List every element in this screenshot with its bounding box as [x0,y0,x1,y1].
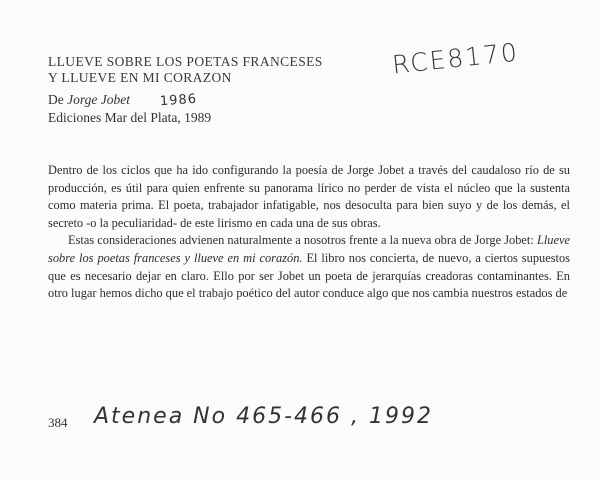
handwritten-source-note: Atenea No 465-466 , 1992 [94,404,433,429]
paragraph-2-start: Estas consideraciones advienen naturalmente a nosotros frente a la nueva obra de Jorge Jobet: [68,233,534,248]
title-line-2: Y LLUEVE EN MI CORAZON [48,70,232,85]
handwritten-catalog-code: RCE8170 [390,37,521,80]
title-line-1: LLUEVE SOBRE LOS POETAS FRANCESES [48,54,323,69]
review-body [48,162,570,303]
paragraph-2 [48,232,570,302]
author-line [48,92,130,108]
handwritten-year: 1986 [159,91,198,110]
paragraph-1: Dentro de los ciclos que ha ido configurando la poesía de Jorge Jobet a través del caudaloso río de su producción, es útil para quien enfrente su panorama lírico no perder de vista el núcleo que la sustenta como materia prima. El poeta, trabajador infatigable, nos desoculta para bien suyo y de los demás, el secreto -o la peculiaridad- de este lirismo en cada una de sus obras. [48,163,570,230]
author-prefix: De [48,92,64,107]
review-title [48,54,323,86]
page-number: 384 [48,415,68,430]
publisher-line: Ediciones Mar del Plata, 1989 [48,110,212,125]
paragraph-2-end: El libro nos concierta, de nuevo, a ciertos supuestos que es necesario dejar en claro. Ello por ser Jobet un poeta de jerarquías creadoras contaminantes. En otro lugar hemos dicho que el trabajo poético del autor conduce algo que nos cambia nuestros estados de [48,250,570,301]
book-title-italic: Llueve sobre los poetas franceses y llueve en mi corazón. [48,233,570,265]
author-name: Jorge Jobet [67,92,130,107]
